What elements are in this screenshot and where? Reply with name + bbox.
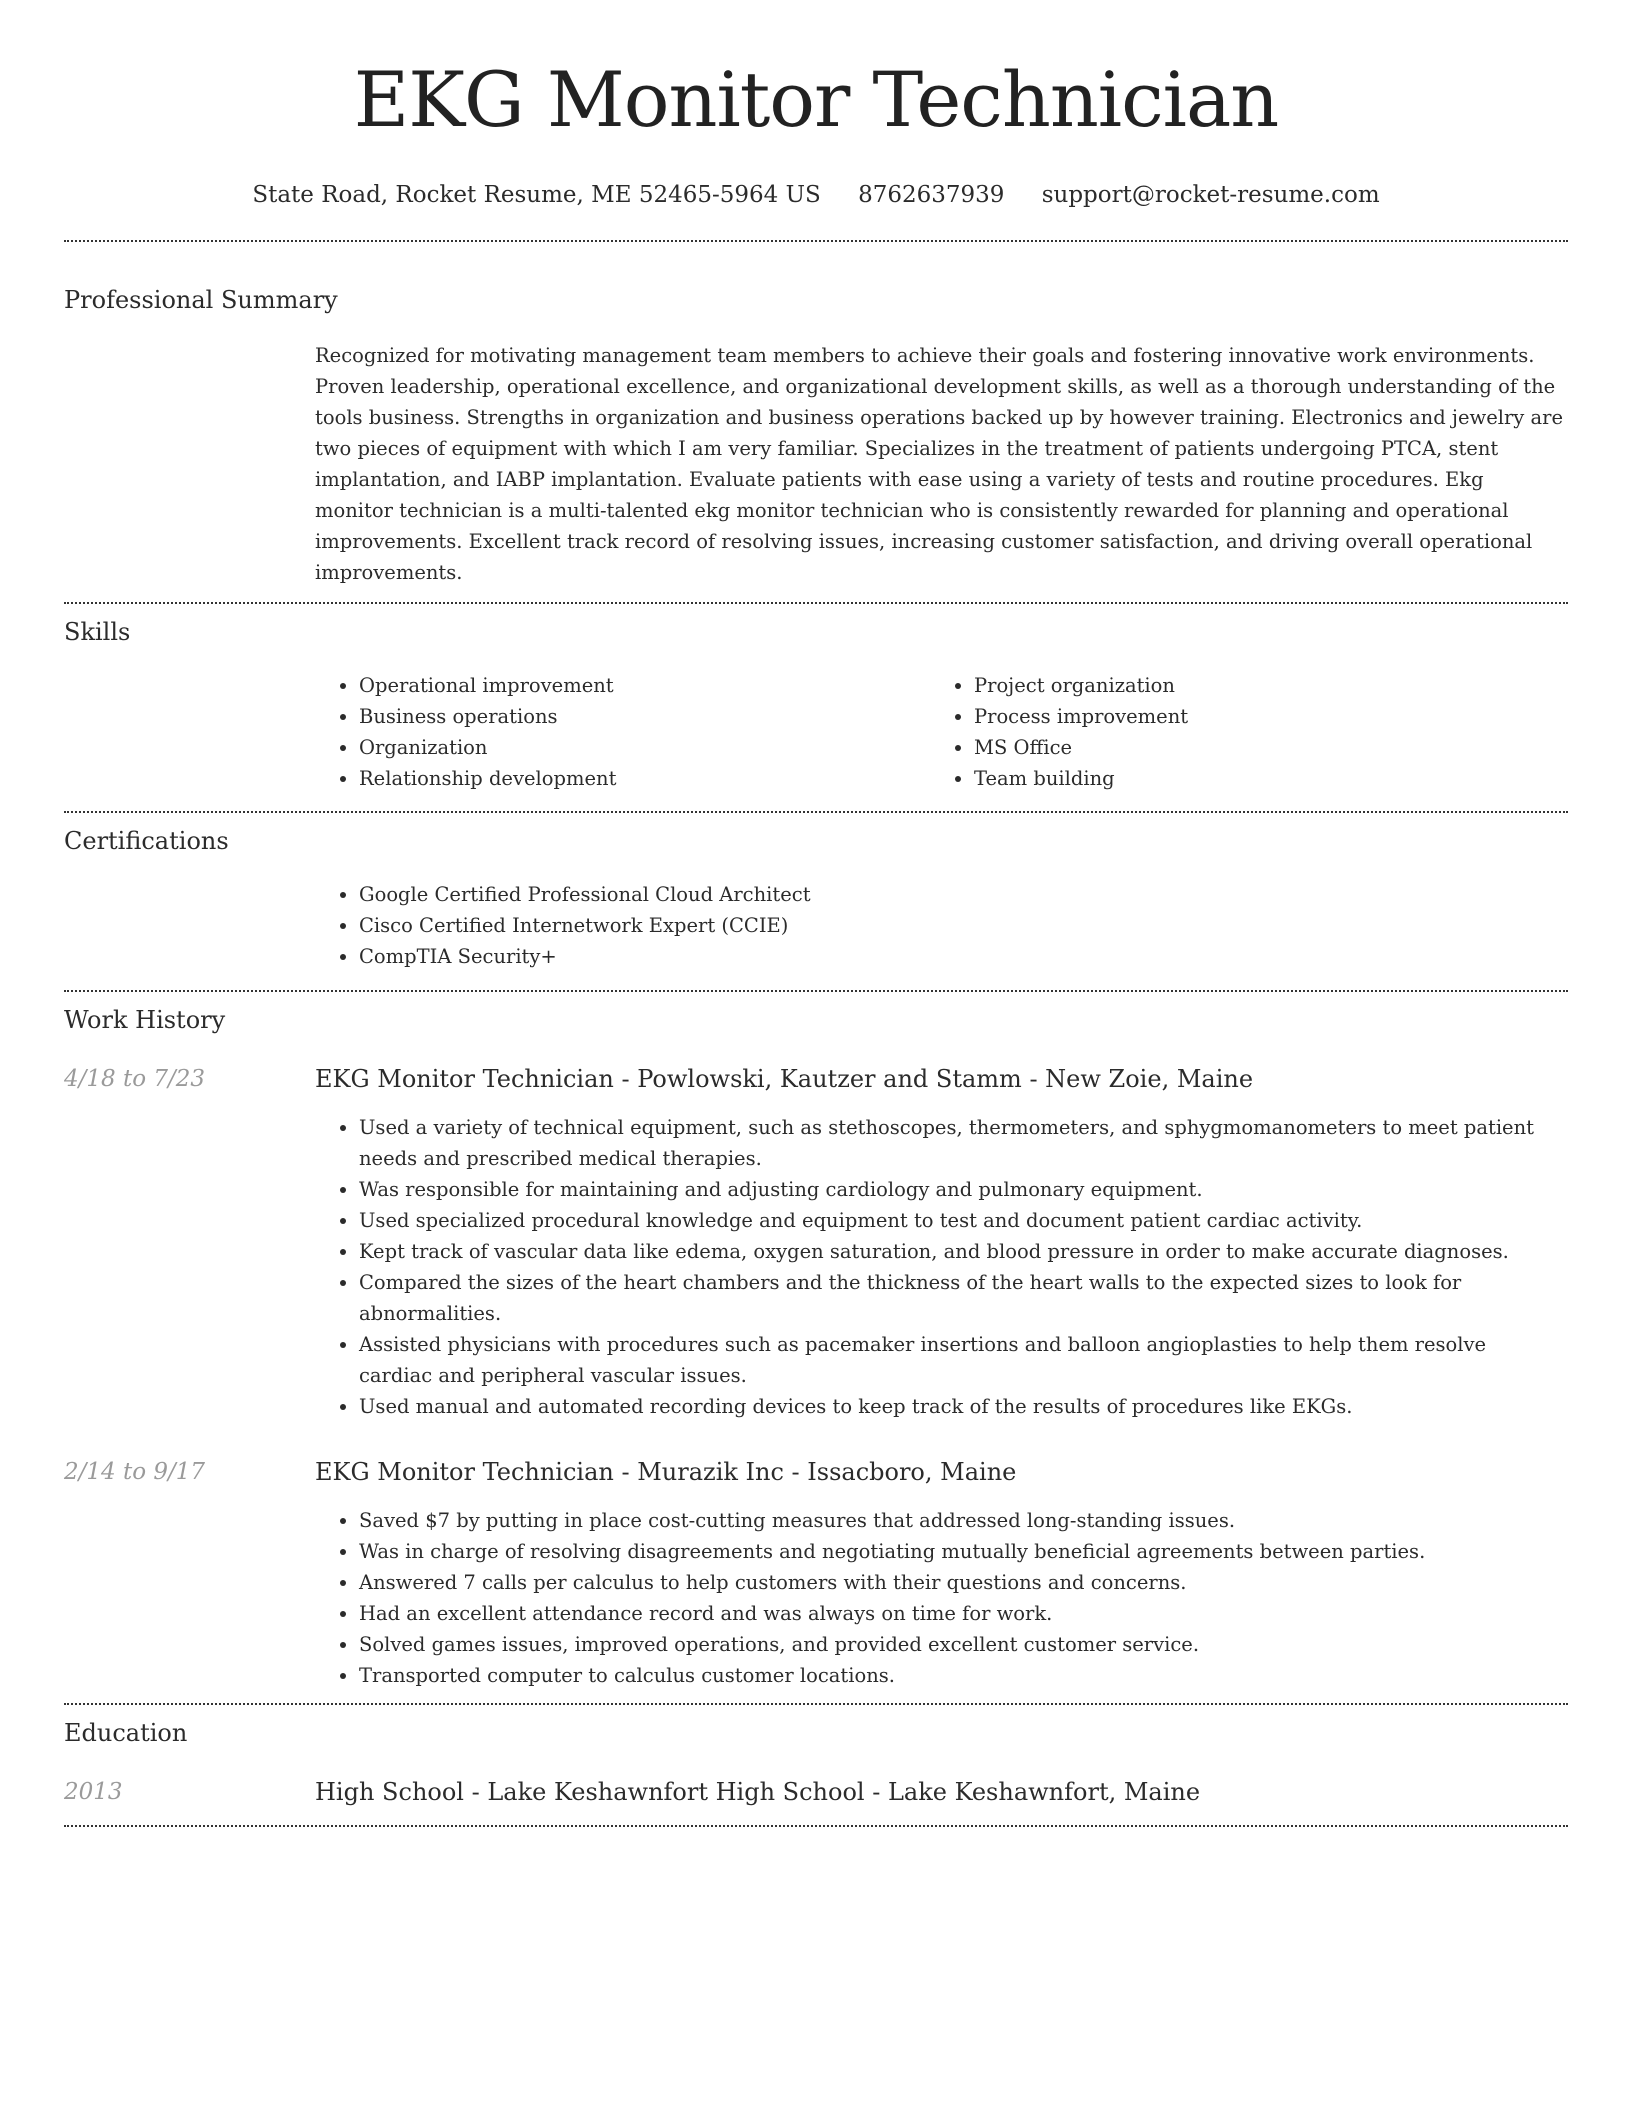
skill-item: • Business operations bbox=[359, 701, 930, 732]
skill-item: • Team building bbox=[974, 763, 1545, 794]
resume-header bbox=[0, 0, 1632, 210]
skill-item: • Project organization bbox=[974, 670, 1545, 701]
job-bullet: • Assisted physicians with procedures such as pacemaker insertions and balloon angioplasties to help them resolve cardiac and peripheral vascular issues. bbox=[359, 1329, 1565, 1391]
certification-item: • CompTIA Security+ bbox=[359, 941, 1565, 972]
job-bullet: • Had an excellent attendance record and was always on time for work. bbox=[359, 1598, 1565, 1629]
section-title-certifications: Certifications bbox=[64, 827, 229, 855]
skills-column-right bbox=[930, 670, 1545, 794]
section-title-summary: Professional Summary bbox=[64, 286, 338, 314]
skill-item: • MS Office bbox=[974, 732, 1545, 763]
skill-item: • Process improvement bbox=[974, 701, 1545, 732]
job-bullet: • Solved games issues, improved operations, and provided excellent customer service. bbox=[359, 1629, 1565, 1660]
job-details bbox=[315, 1505, 1565, 1691]
job-bullet: • Answered 7 calls per calculus to help customers with their questions and concerns. bbox=[359, 1567, 1565, 1598]
skill-item: • Relationship development bbox=[359, 763, 930, 794]
job-bullet: • Was responsible for maintaining and adjusting cardiology and pulmonary equipment. bbox=[359, 1174, 1565, 1205]
job-dates: 4/18 to 7/23 bbox=[64, 1066, 206, 1092]
education-heading: High School - Lake Keshawnfort High School - Lake Keshawnfort, Maine bbox=[315, 1778, 1201, 1806]
skills-body bbox=[315, 670, 1565, 794]
contact-line bbox=[0, 180, 1632, 210]
certification-item: • Google Certified Professional Cloud Architect bbox=[359, 879, 1565, 910]
divider bbox=[64, 602, 1568, 604]
skills-list-right bbox=[930, 670, 1545, 794]
job-bullet: • Transported computer to calculus customer locations. bbox=[359, 1660, 1565, 1691]
contact-address: State Road, Rocket Resume, ME 52465-5964 US bbox=[252, 182, 821, 208]
job-details bbox=[315, 1112, 1565, 1422]
contact-email: support@rocket-resume.com bbox=[1041, 182, 1380, 208]
job-heading: EKG Monitor Technician - Murazik Inc - Issacboro, Maine bbox=[315, 1458, 1017, 1486]
candidate-name: EKG Monitor Technician bbox=[353, 55, 1279, 144]
skill-item: • Operational improvement bbox=[359, 670, 930, 701]
skills-list-left bbox=[315, 670, 930, 794]
job-bullet: • Kept track of vascular data like edema, oxygen saturation, and blood pressure in order to make accurate diagnoses. bbox=[359, 1236, 1565, 1267]
divider bbox=[64, 1825, 1568, 1827]
job-bullet: • Used manual and automated recording devices to keep track of the results of procedures like EKGs. bbox=[359, 1391, 1565, 1422]
job-bullet: • Was in charge of resolving disagreements and negotiating mutually beneficial agreements between parties. bbox=[359, 1536, 1565, 1567]
skills-grid bbox=[315, 670, 1565, 794]
job-bullets bbox=[315, 1112, 1565, 1422]
summary-text: Recognized for motivating management team members to achieve their goals and fostering innovative work environments. Proven leadership, operational excellence, and organizational development skills, as well as a thorough understanding of the tools business. Strengths in organization and business operations backed up by however training. Electronics and jewelry are two pieces of equipment with which I am very familiar. Specializes in the treatment of patients undergoing PTCA, stent implantation, and IABP implantation. Evaluate patients with ease using a variety of tests and routine procedures. Ekg monitor technician is a multi-talented ekg monitor technician who is consistently rewarded for planning and operational improvements. Excellent track record of resolving issues, increasing customer satisfaction, and driving overall operational improvements. bbox=[315, 344, 1563, 584]
skill-item: • Organization bbox=[359, 732, 930, 763]
section-title-work-history: Work History bbox=[64, 1006, 226, 1034]
certifications-list bbox=[315, 879, 1565, 972]
education-year: 2013 bbox=[64, 1779, 123, 1805]
divider bbox=[64, 990, 1568, 992]
section-title-skills: Skills bbox=[64, 618, 131, 646]
job-dates: 2/14 to 9/17 bbox=[64, 1459, 206, 1485]
job-bullet: • Saved $7 by putting in place cost-cutting measures that addressed long-standing issues. bbox=[359, 1505, 1565, 1536]
job-bullet: • Used a variety of technical equipment, such as stethoscopes, thermometers, and sphygmomanometers to meet patient needs and prescribed medical therapies. bbox=[359, 1112, 1565, 1174]
contact-phone: 8762637939 bbox=[858, 182, 1005, 208]
certification-item: • Cisco Certified Internetwork Expert (CCIE) bbox=[359, 910, 1565, 941]
certifications-body bbox=[315, 879, 1565, 972]
divider bbox=[64, 811, 1568, 813]
job-heading: EKG Monitor Technician - Powlowski, Kautzer and Stamm - New Zoie, Maine bbox=[315, 1065, 1254, 1093]
skills-column-left bbox=[315, 670, 930, 794]
section-title-education: Education bbox=[64, 1719, 188, 1747]
divider bbox=[64, 1703, 1568, 1705]
job-bullet: • Used specialized procedural knowledge and equipment to test and document patient cardiac activity. bbox=[359, 1205, 1565, 1236]
job-bullets bbox=[315, 1505, 1565, 1691]
divider bbox=[64, 240, 1568, 242]
summary-body bbox=[315, 340, 1565, 588]
job-bullet: • Compared the sizes of the heart chambers and the thickness of the heart walls to the expected sizes to look for abnormalities. bbox=[359, 1267, 1565, 1329]
